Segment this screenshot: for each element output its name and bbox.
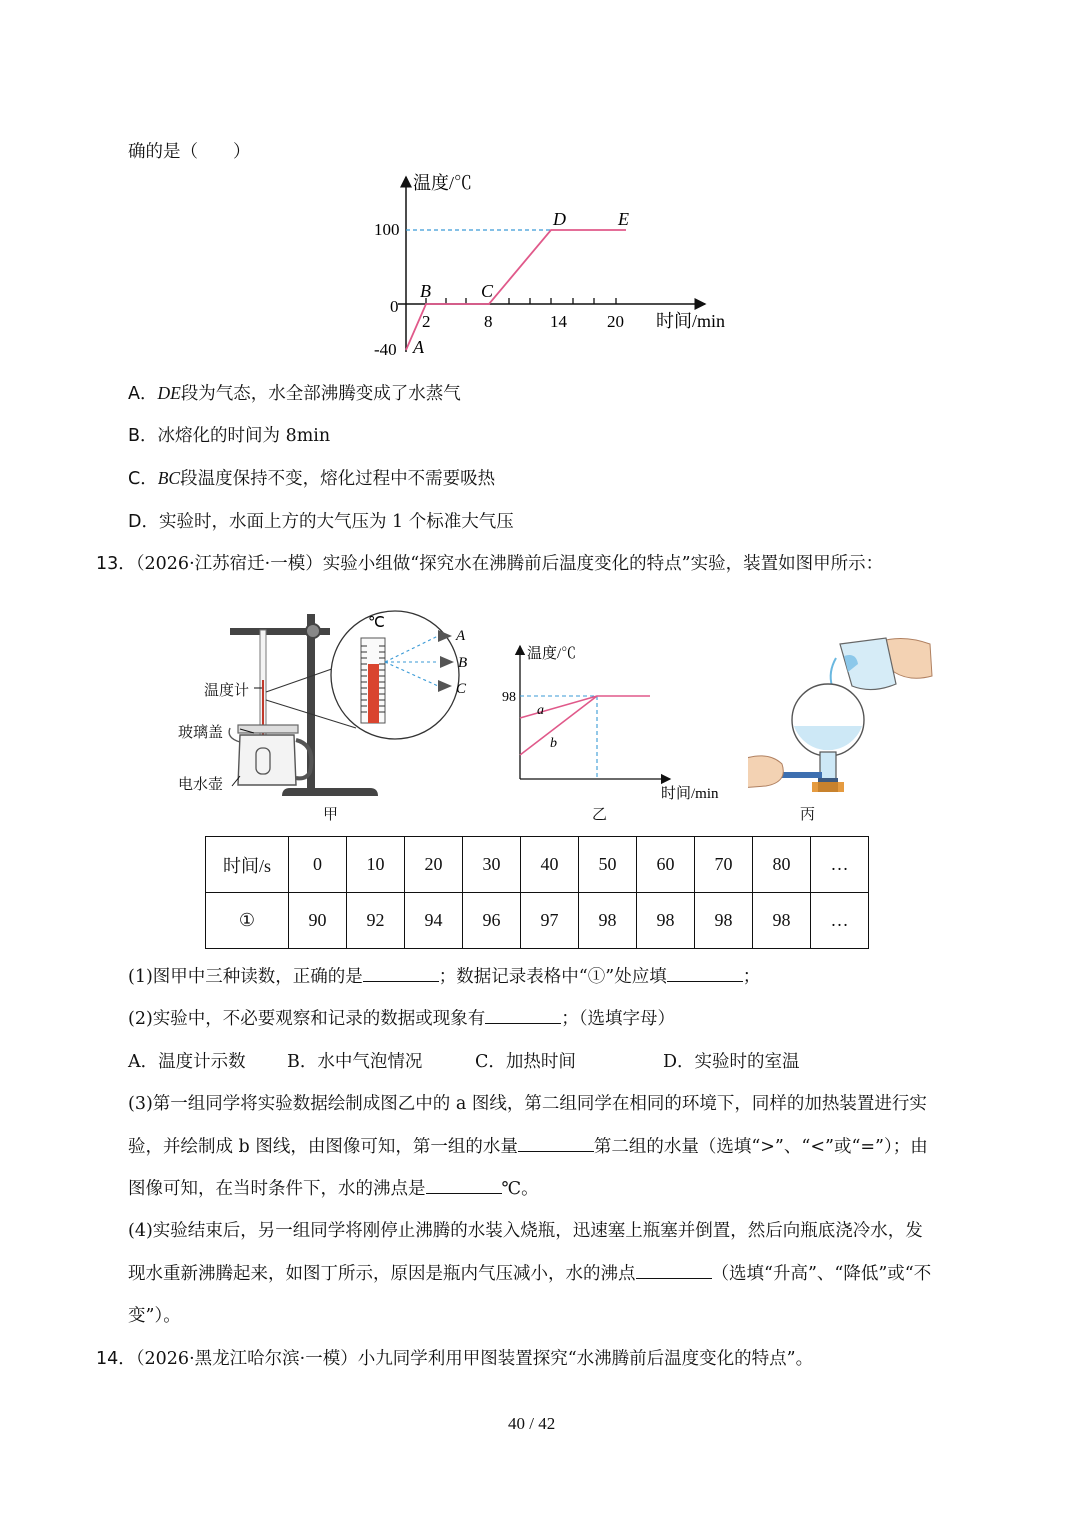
holder-arm [778,772,822,778]
point-c-label: C [481,281,494,301]
table-cell: 70 [695,837,753,893]
eye-a-label: A [456,628,466,644]
electric-kettle [238,735,296,785]
caption-yi: 乙 [592,805,608,823]
table-cell: 80 [753,837,811,893]
table-cell: 92 [347,893,405,949]
table-cell: 20 [405,837,463,893]
glass-lid [238,725,298,733]
line-b [520,696,597,755]
choice-c[interactable]: C．加热时间 [475,1052,576,1072]
zoom-liquid [368,664,379,723]
table-cell: 时间/s [206,837,289,893]
zoom-unit: ℃ [368,615,385,631]
question-continuation: 确的是（ ） [128,142,251,162]
y-tick-100: 100 [374,220,400,239]
table-cell: 98 [637,893,695,949]
page-number: 40 / 42 [508,1414,556,1433]
choice-b[interactable]: B．水中气泡情况 [287,1052,423,1072]
answer-blank-5[interactable] [426,1179,502,1194]
label-thermometer: 温度计 [204,681,250,699]
table-cell: 10 [347,837,405,893]
answer-blank-4[interactable] [518,1137,594,1152]
x-axis-label: 时间/min [656,311,726,331]
sub-question-1: (1)图甲中三种读数，正确的是 ；数据记录表格中“①”处应填 ； [128,967,761,987]
question-14-stem: 14．（2026·黑龙江哈尔滨·一模）小九同学利用甲图装置探究“水沸腾前后温度变化的特点”。 [96,1349,814,1369]
caption-bing: 丙 [800,805,816,823]
table-cell: 60 [637,837,695,893]
figure-yi-graph [495,638,735,808]
sub-question-2: (2)实验中，不必要观察和记录的数据或现象有 ；（选填字母） [128,1009,676,1029]
yi-tick-98: 98 [502,690,516,705]
answer-blank-2[interactable] [667,967,743,982]
figure-bing-flask [748,622,938,802]
y-tick-minus40: -40 [374,340,397,359]
hand-bottom [748,756,783,788]
table-cell: 97 [521,893,579,949]
table-cell: 30 [463,837,521,893]
sub-question-4-line-3: 变”）。 [128,1306,181,1326]
temperature-curve [406,230,626,350]
point-e-label: E [618,209,629,229]
table-cell: ① [206,893,289,949]
answer-blank-6[interactable] [636,1264,712,1279]
table-cell: … [811,837,869,893]
table-cell: 90 [289,893,347,949]
data-table [205,836,869,949]
point-a-label: A [413,337,424,357]
stand-base [282,788,378,796]
option-d[interactable]: D．实验时，水面上方的大气压为 1 个标准大气压 [128,512,514,532]
choice-a[interactable]: A．温度计示数 [128,1052,246,1072]
line-b-label: b [550,736,557,751]
sub-question-3-line-3: 图像可知，在当时条件下，水的沸点是 ℃。 [128,1179,539,1199]
yi-y-label: 温度/℃ [527,646,577,662]
table-row-time [206,837,869,893]
x-tick-20: 20 [607,312,624,331]
table-cell: 50 [579,837,637,893]
table-row-temp [206,893,869,949]
question-13-stem: 13．（2026·江苏宿迁·一模）实验小组做“探究水在沸腾前后温度变化的特点”实验，装置如图甲所示： [96,554,884,574]
y-axis-label: 温度/℃ [413,173,473,193]
flask-neck [820,752,836,782]
point-b-label: B [420,281,431,301]
x-tick-2: 2 [422,312,431,331]
x-tick-14: 14 [550,312,567,331]
table-cell: 40 [521,837,579,893]
sub-question-4-line-2: 现水重新沸腾起来，如图丁所示，原因是瓶内气压减小，水的沸点 （选填“升高”、“降低”或“不 [128,1264,932,1284]
caption-jia: 甲 [323,805,339,823]
figure-jia-apparatus [170,600,500,830]
yi-x-label: 时间/min [661,786,719,802]
q12-temperature-graph [360,165,740,365]
answer-blank-3[interactable] [485,1009,561,1024]
option-a[interactable]: A．DE段为气态，水全部沸腾变成了水蒸气 [128,383,461,404]
table-cell: 94 [405,893,463,949]
sub-question-4-line-1: (4)实验结束后，另一组同学将刚停止沸腾的水装入烧瓶，迅速塞上瓶塞并倒置，然后向瓶底浇冷水，发 [128,1221,923,1241]
point-d-label: D [553,209,566,229]
sub-question-3-line-2: 验，并绘制成 b 图线，由图像可知，第一组的水量 第二组的水量（选填“>”、“<”或“=”）；由 [128,1137,928,1157]
zoom-circle [331,611,459,739]
table-cell: 98 [753,893,811,949]
option-c[interactable]: C．BC段温度保持不变，熔化过程中不需要吸热 [128,468,496,489]
table-cell: 98 [579,893,637,949]
label-kettle: 电水壶 [178,775,224,793]
label-glass-lid: 玻璃盖 [178,723,224,741]
clamp-knob [306,624,320,638]
answer-blank-1[interactable] [363,967,439,982]
line-a-label: a [537,703,544,718]
sub-question-3-line-1: (3)第一组同学将实验数据绘制成图乙中的 a 图线，第二组同学在相同的环境下，同样的加热装置进行实 [128,1094,927,1114]
table-cell: 0 [289,837,347,893]
table-cell: … [811,893,869,949]
eye-b-label: B [458,655,468,671]
x-tick-8: 8 [484,312,493,331]
table-cell: 98 [695,893,753,949]
eye-c-label: C [456,681,467,697]
y-tick-0: 0 [390,297,399,316]
table-cell: 96 [463,893,521,949]
choice-d[interactable]: D．实验时的室温 [663,1052,800,1072]
option-b[interactable]: B．冰熔化的时间为 8min [128,426,331,446]
